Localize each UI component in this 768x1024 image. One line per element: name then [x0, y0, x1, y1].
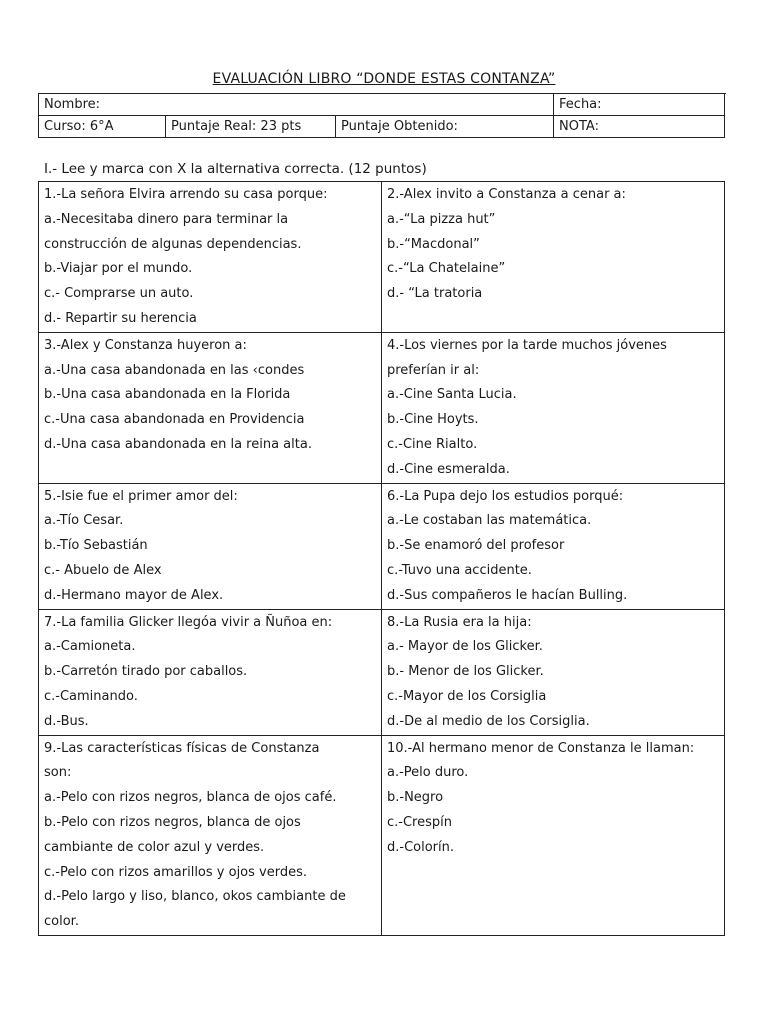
question-line: preferían ir al: [387, 362, 480, 378]
question-line: a.-Necesitaba dinero para terminar la [44, 211, 289, 227]
grade-field[interactable]: NOTA: [554, 116, 725, 138]
question-text: 8.-La Rusia era la hija: [387, 614, 532, 630]
course-field: Curso: 6°A [39, 116, 166, 138]
question-text: 7.-La familia Glicker llegóa vivir a Ñuñoa en: [44, 614, 333, 630]
question-6[interactable] [382, 483, 725, 609]
question-4[interactable] [382, 332, 725, 483]
question-7[interactable] [39, 609, 382, 735]
question-line: d.-Hermano mayor de Alex. [44, 587, 224, 603]
question-line: d.-Pelo largo y liso, blanco, okos cambiante de [44, 889, 346, 905]
question-line: a.-Una casa abandonada en las ‹condes [44, 362, 305, 378]
question-line: c.-Una casa abandonada en Providencia [44, 412, 305, 428]
question-line: a.-Pelo con rizos negros, blanca de ojos café. [44, 790, 337, 806]
question-text: 3.-Alex y Constanza huyeron a: [44, 337, 247, 353]
question-line: d.-Una casa abandonada en la reina alta. [44, 436, 312, 452]
question-line: construcción de algunas dependencias. [44, 236, 302, 252]
question-line: c.- Comprarse un auto. [44, 286, 194, 302]
question-text: 2.-Alex invito a Constanza a cenar a: [387, 187, 626, 202]
question-8[interactable] [382, 609, 725, 735]
question-text: 1.-La señora Elvira arrendo su casa porque: [44, 187, 328, 202]
question-line: a.-Pelo duro. [387, 765, 469, 781]
question-line: c.-Pelo con rizos amarillos y ojos verdes. [44, 864, 308, 880]
question-line: c.-Tuvo una accidente. [387, 562, 532, 578]
question-line: d.-Cine esmeralda. [387, 461, 510, 477]
question-line: a.-“La pizza hut” [387, 211, 496, 227]
question-line: b.-Cine Hoyts. [387, 412, 479, 428]
question-line: d.- Repartir su herencia [44, 310, 197, 326]
question-line: c.-Mayor de los Corsiglia [387, 688, 547, 704]
obtained-score-field[interactable]: Puntaje Obtenido: [336, 116, 554, 138]
question-line: c.-Crespín [387, 814, 452, 830]
date-field[interactable]: Fecha: [554, 94, 725, 116]
question-line: b.-Tío Sebastián [44, 538, 148, 554]
name-field[interactable]: Nombre: [39, 94, 554, 116]
question-line: b.-Se enamoró del profesor [387, 538, 565, 554]
question-line: son: [44, 765, 72, 781]
question-line: color. [44, 914, 79, 930]
question-line: a.-Tío Cesar. [44, 513, 124, 529]
question-1[interactable] [39, 182, 382, 333]
question-line: b.-Negro [387, 790, 444, 806]
question-text: 5.-Isie fue el primer amor del: [44, 488, 238, 504]
page-title: EVALUACIÓN LIBRO “DONDE ESTAS CONTANZA” [212, 71, 556, 87]
question-line: a.- Mayor de los Glicker. [387, 639, 543, 655]
question-line: b.-Una casa abandonada en la Florida [44, 387, 291, 403]
question-9[interactable] [39, 735, 382, 935]
question-line: a.-Le costaban las matemática. [387, 513, 592, 529]
question-text: 10.-Al hermano menor de Constanza le llaman: [387, 740, 695, 756]
question-text: 6.-La Pupa dejo los estudios porqué: [387, 488, 624, 504]
question-line: b.-Pelo con rizos negros, blanca de ojos [44, 814, 301, 830]
question-line: b.-“Macdonal” [387, 236, 480, 252]
question-line: c.- Abuelo de Alex [44, 562, 162, 578]
question-line: b.-Carretón tirado por caballos. [44, 664, 248, 680]
question-line: cambiante de color azul y verdes. [44, 839, 265, 855]
question-2[interactable] [382, 182, 725, 333]
question-line: c.-“La Chatelaine” [387, 261, 506, 277]
question-line: d.- “La tratoria [387, 286, 483, 302]
question-5[interactable] [39, 483, 382, 609]
question-3[interactable] [39, 332, 382, 483]
question-line: d.-Colorín. [387, 839, 454, 855]
question-line: c.-Cine Rialto. [387, 436, 478, 452]
question-line: a.-Camioneta. [44, 639, 136, 655]
question-line: c.-Caminando. [44, 688, 138, 704]
questions-table [38, 181, 725, 936]
question-line: d.-Bus. [44, 713, 89, 729]
student-info-table [38, 93, 725, 138]
question-line: d.-Sus compañeros le hacían Bulling. [387, 587, 628, 603]
question-line: d.-De al medio de los Corsiglia. [387, 713, 590, 729]
question-10[interactable] [382, 735, 725, 935]
question-text: 4.-Los viernes por la tarde muchos jóvenes [387, 337, 667, 353]
question-line: b.-Viajar por el mundo. [44, 261, 193, 277]
question-text: 9.-Las características físicas de Constanza [44, 740, 320, 756]
question-line: a.-Cine Santa Lucia. [387, 387, 517, 403]
real-score-field: Puntaje Real: 23 pts [166, 116, 336, 138]
question-line: b.- Menor de los Glicker. [387, 664, 544, 680]
instructions: I.- Lee y marca con X la alternativa correcta. (12 puntos) [44, 161, 427, 177]
